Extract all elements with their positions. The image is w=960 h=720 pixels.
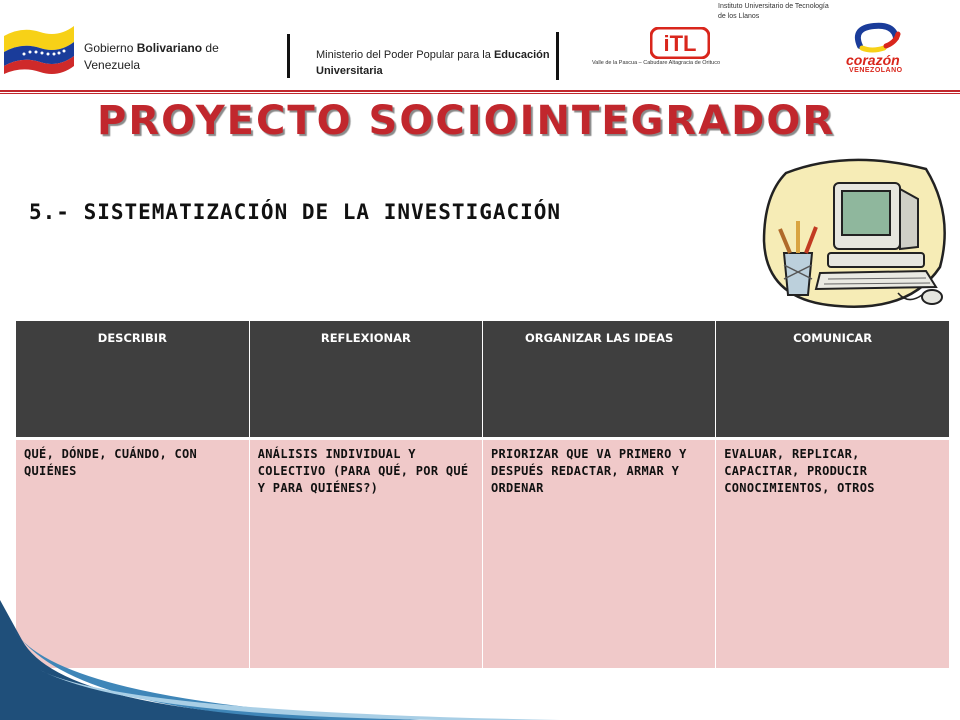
- corazon-venezolano-logo-icon: [842, 20, 912, 56]
- divider-bar: [556, 32, 559, 80]
- gobierno-line2: Venezuela: [84, 58, 141, 72]
- table-header-row: [16, 321, 949, 439]
- ministerio-prefix: Ministerio del Poder Popular para la: [316, 49, 491, 61]
- ministerio-line2: Universitaria: [316, 65, 383, 77]
- header-organizar: ORGANIZAR LAS IDEAS: [483, 321, 716, 439]
- header-banner: [0, 0, 960, 92]
- header-describir: DESCRIBIR: [16, 321, 249, 439]
- ministerio-bold: Educación: [493, 49, 550, 61]
- header-rule: [0, 90, 960, 96]
- decorative-swoosh: [0, 600, 960, 720]
- corazon-line2: VENEZOLANO: [849, 67, 903, 74]
- itl-logo-icon: [650, 27, 710, 59]
- header-comunicar: COMUNICAR: [716, 321, 949, 439]
- divider-bar: [287, 34, 290, 78]
- venezuela-flag-icon: [2, 18, 76, 74]
- section-subtitle: 5.- SISTEMATIZACIÓN DE LA INVESTIGACIÓN: [29, 200, 562, 224]
- itl-logo-text: iTL: [663, 31, 697, 56]
- cell-comunicar: EVALUAR, REPLICAR, CAPACITAR, PRODUCIR CONOCIMIENTOS, OTROS: [716, 439, 949, 669]
- instituto-name: Instituto Universitario de Tecnología de los Llanos: [718, 3, 829, 20]
- computer-clipart-icon: [758, 155, 953, 315]
- gobierno-suffix: de: [205, 41, 219, 55]
- corazon-line1: corazón: [846, 52, 900, 68]
- page-title: PROYECTO SOCIOINTEGRADOR: [97, 98, 836, 144]
- gobierno-prefix: Gobierno: [84, 41, 134, 55]
- cell-describir: QUÉ, DÓNDE, CUÁNDO, CON QUIÉNES: [16, 439, 249, 669]
- cell-reflexionar: ANÁLISIS INDIVIDUAL Y COLECTIVO (PARA QUÉ, POR QUÉ Y PARA QUIÉNES?): [249, 439, 482, 669]
- ministerio-label: [316, 47, 556, 79]
- gobierno-label: [84, 40, 254, 74]
- instituto-location: Valle de la Pascua – Cabudare Altagracia de Orituco: [592, 60, 721, 66]
- header-reflexionar: REFLEXIONAR: [249, 321, 482, 439]
- cell-organizar: PRIORIZAR QUE VA PRIMERO Y DESPUÉS REDACTAR, ARMAR Y ORDENAR: [483, 439, 716, 669]
- gobierno-bold: Bolivariano: [136, 41, 203, 55]
